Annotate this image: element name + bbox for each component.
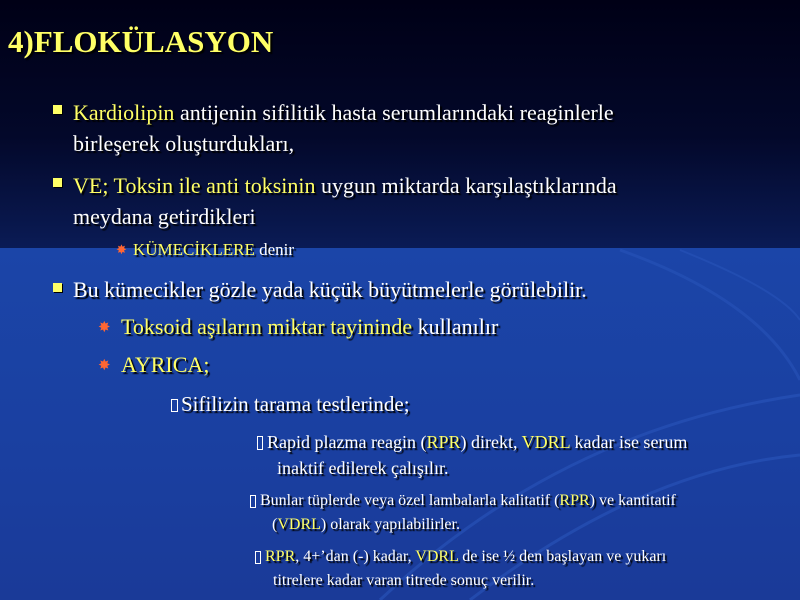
body-text: de ise ½ den başlayan ve yukarı [458, 548, 667, 565]
body-text: , 4+’dan (-) kadar, [295, 548, 416, 565]
bullet-3: Bu kümecikler gözle yada küçük büyütmelerle görülebilir. [73, 277, 587, 302]
highlight-text: RPR [265, 548, 296, 565]
missing-glyph-bullet-icon [250, 495, 256, 508]
missing-glyph-bullet-icon [171, 399, 178, 412]
body-text: denir [254, 240, 295, 259]
highlight-text: RPR [426, 432, 461, 452]
sub-item-1 [133, 240, 294, 260]
bullet-square-icon [53, 178, 62, 187]
starburst-bullet-icon: ✸ [98, 320, 111, 336]
highlight-text: VDRL [415, 548, 459, 565]
missing-glyph-bullet-icon [255, 551, 261, 564]
bullet-square-icon [53, 105, 62, 114]
bullet-2-line-2: meydana getirdikleri [73, 204, 256, 229]
body-text: ) direkt, [460, 432, 522, 452]
bullet-1-line-1 [73, 100, 614, 126]
body-text: ( [272, 516, 278, 533]
missing-glyph-bullet-icon [257, 436, 263, 450]
slide-title: 4)FLOKÜLASYON [8, 24, 274, 59]
bullet-1-line-2: birleşerek oluşturdukları, [73, 131, 295, 156]
body-text: kadar ise serum [569, 432, 688, 452]
starburst-bullet-icon: ✸ [116, 242, 127, 257]
body-text: uygun miktarda karşılaştıklarında [315, 173, 617, 198]
item-2-line-2 [272, 516, 460, 534]
highlight-text: VE; Toksin ile anti toksinin [73, 173, 316, 198]
highlight-text: Toksoid aşıların miktar tayininde [121, 314, 413, 339]
body-text: Bunlar tüplerde veya özel lambalarla kalitatif ( [260, 492, 560, 509]
highlight-text: Kardiolipin [73, 100, 175, 125]
item-3-line-1 [265, 548, 666, 566]
body-text: kullanılır [412, 314, 499, 339]
body-text: ) olarak yapılabilirler. [320, 516, 460, 533]
highlight-text: RPR [559, 492, 590, 509]
highlight-text: KÜMECİKLERE [133, 240, 255, 259]
body-text: antijenin sifilitik hasta serumlarındaki reaginlerle [174, 100, 614, 125]
body-text: ) ve kantitatif [589, 492, 676, 509]
sub-item-3: AYRICA; [121, 352, 210, 377]
sub-item-2 [121, 314, 498, 340]
bullet-square-icon [53, 283, 62, 292]
bullet-2-line-1 [73, 173, 617, 199]
item-1-line-1 [267, 432, 687, 453]
item-3-line-2: titrelere kadar varan titrede sonuç verilir. [273, 572, 535, 589]
item-1-line-2: inaktif edilerek çalışılır. [277, 458, 449, 478]
item-2-line-1 [260, 492, 676, 510]
starburst-bullet-icon: ✸ [98, 358, 111, 374]
highlight-text: VDRL [277, 516, 321, 533]
highlight-text: VDRL [521, 432, 570, 452]
body-text: Rapid plazma reagin ( [267, 432, 427, 452]
level-3-heading: Sifilizin tarama testlerinde; [181, 392, 410, 416]
